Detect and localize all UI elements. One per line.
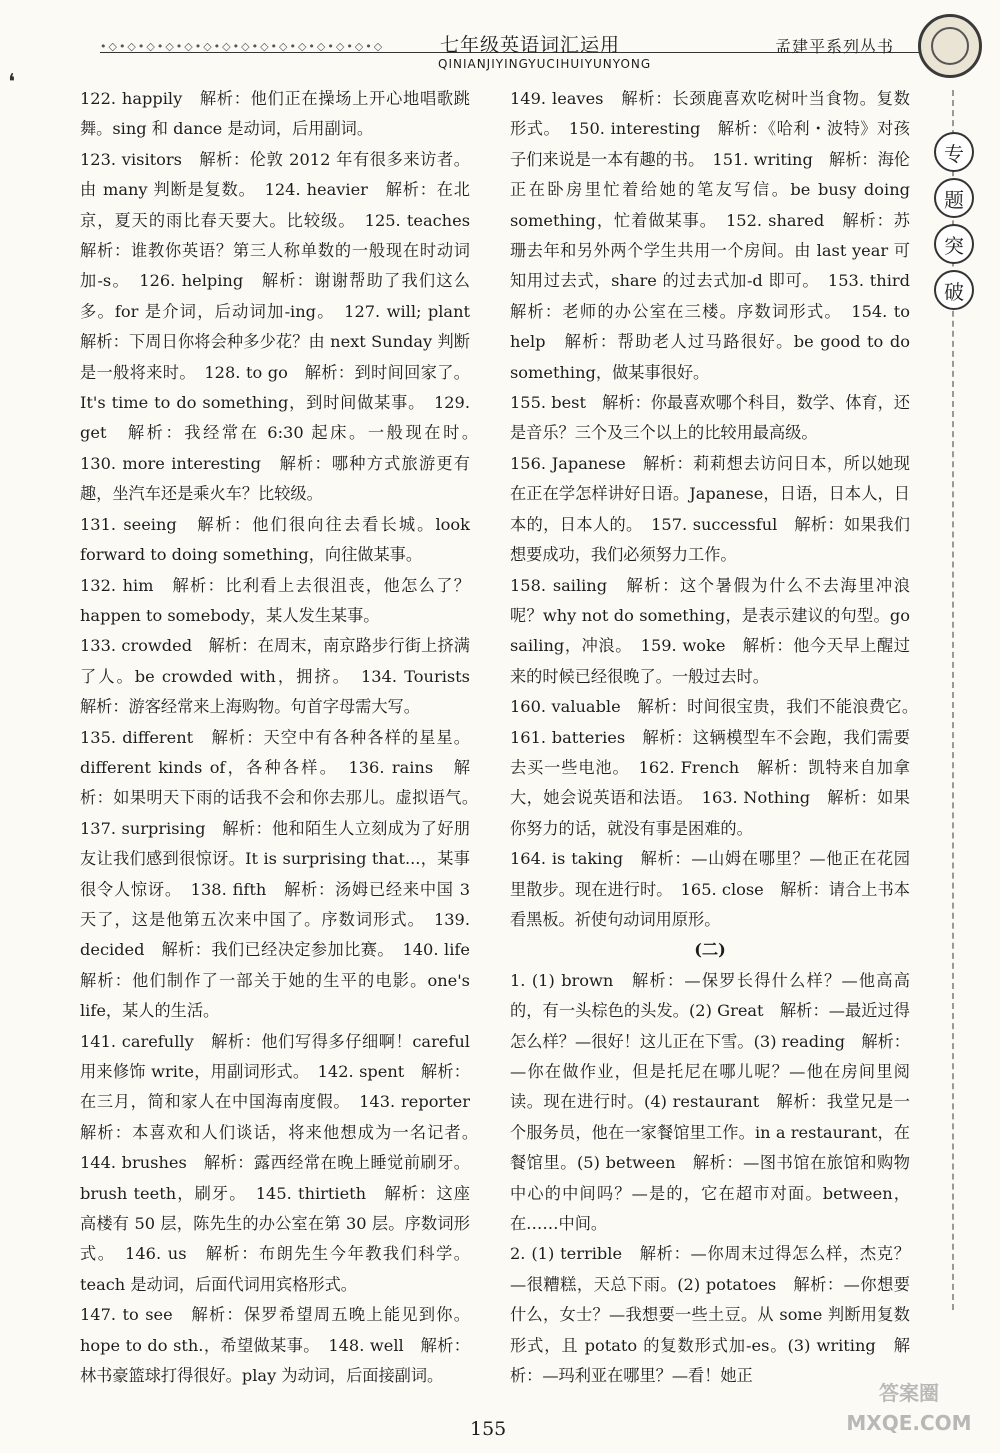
page-header — [0, 0, 1000, 78]
right-column — [510, 84, 927, 1391]
book-title: 七年级英语词汇运用 — [440, 34, 621, 56]
series-name: 孟建平系列丛书 — [775, 37, 895, 56]
answer-paragraph: 1. (1) brown 解析：—保罗长得什么样？—他高高的，有一头棕色的头发。(2) Great 解析：—最近过得怎么样？—很好！这儿正在下雪。(3) reading 解析：—你在做作业，但是托尼在哪儿呢？—他在房间里阅读。现在进行时。(4) restaurant 解析：我堂兄是一个服务员，他在一家餐馆里工作。in a restaurant，在餐馆里。(5) between 解析：—图书馆在旅馆和购物中心的中间吗？—是的，它在超市对面。between，在……中间。 — [510, 970, 910, 1234]
side-tab-char: 突 — [934, 224, 974, 264]
side-tab-char: 题 — [934, 178, 974, 218]
answer-paragraph: 133. crowded 解析：在周末，南京路步行街上挤满了人。be crowded with，拥挤。 134. Tourists 解析：游客经常来上海购物。句首字母需大写。 — [80, 636, 487, 717]
book-title-pinyin: QINIANJIYINGYUCIHUIYUNYONG — [438, 57, 652, 71]
answer-paragraph: 149. leaves 解析：长颈鹿喜欢吃树叶当食物。复数形式。 150. interesting 解析：《哈利・波特》对孩子们来说是一本有趣的书。 151. writing 解析：海伦正在卧房里忙着给她的笔友写信。be busy doing something，忙着做某事。 152. shared 解析：苏珊去年和另外两个学生共用一个房间。由 last year 可知用过去式，share 的过去式加-d 即可。 153. third 解析：老师的办公室在三楼。序数词形式。 154. to help 解析：帮助老人过马路很好。be good to do something，做某事很好。 — [510, 89, 927, 382]
answer-paragraph: 141. carefully 解析：他们写得多仔细啊！careful 用来修饰 write，用副词形式。 142. spent 解析：在三月，简和家人在中国海南度假。 143. reporter 解析：本喜欢和人们谈话，将来他想成为一名记者。 144. brushes 解析：露西经常在晚上睡觉前刷牙。brush teeth，刷牙。 145. thirtieth 解析：这座高楼有 50 层，陈先生的办公室在第 30 层。序数词形式。 146. us 解析：布朗先生今年教我们科学。teach 是动词，后面代词用宾格形式。 — [80, 1031, 487, 1294]
answer-paragraph: 2. (1) terrible 解析：—你周末过得怎么样，杰克？—很糟糕，天总下雨。(2) potatoes 解析：—你想要什么，女士？—我想要一些土豆。从 some 判断用复数形式，且 potato 的复数形式加-es。(3) writing 解析：—玛利亚在哪里？—看！她正 — [510, 1244, 910, 1386]
header-rule — [100, 52, 940, 53]
page-number: 155 — [470, 1418, 507, 1440]
answer-paragraph: 122. happily 解析：他们正在操场上开心地唱歌跳舞。sing 和 dance 是动词，后用副词。 — [80, 89, 470, 139]
side-tab-char: 专 — [934, 132, 974, 172]
answer-paragraph: 155. best 解析：你最喜欢哪个科目，数学、体育，还是音乐？三个及三个以上的比较用最高级。 — [510, 393, 910, 443]
margin-mark-icon: ❛ — [8, 70, 16, 95]
answer-paragraph: 147. to see 解析：保罗希望周五晚上能见到你。hope to do sth.，希望做某事。 148. well 解析：林书豪篮球打得很好。play 为动词，后面接副词。 — [80, 1305, 470, 1386]
side-tab — [934, 132, 980, 316]
answer-paragraph: 156. Japanese 解析：莉莉想去访问日本，所以她现在正在学怎样讲好日语。Japanese，日语，日本人，日本的，日本人的。 157. successful 解析：如果我们想要成功，我们必须努力工作。 — [510, 453, 910, 565]
site-watermark: 答案圈 MXQE.COM — [846, 1381, 972, 1435]
answer-paragraph: 131. seeing 解析：他们很向往去看长城。look forward to doing something，向往做某事。 — [80, 514, 470, 565]
answer-paragraph: 135. different 解析：天空中有各种各样的星星。different kinds of，各种各样。 136. rains 解析：如果明天下雨的话我不会和你去那儿。虚拟语气。 137. surprising 解析：他和陌生人立刻成为了好朋友让我们感到很惊讶。It is surprising that...，某事很令人惊讶。 138. fifth 解析：汤姆已经来中国 3 天了，这是他第五次来中国了。序数词形式。 139. decided 解析：我们已经决定参加比赛。 140. life 解析：他们制作了一部关于她的生平的电影。one's life，某人的生活。 — [80, 727, 487, 1021]
answer-paragraph: 123. visitors 解析：伦敦 2012 年有很多来访者。由 many 判断是复数。 124. heavier 解析：在北京，夏天的雨比春天要大。比较级。 125. teaches 解析：谁教你英语？第三人称单数的一般现在时动词加-s。 126. helping 解析：谢谢帮助了我们这么多。for 是介词，后动词加-ing。 127. will; plant 解析：下周日你将会种多少花？由 next Sunday 判断是一般将来时。 128. to go 解析：到时间回家了。It's time to do something，到时间做某事。 129. get 解析：我经常在 6:30 起床。一般现在时。 130. more interesting 解析：哪种方式旅游更有趣，坐汽车还是乘火车？比较级。 — [80, 149, 487, 504]
answer-paragraph: 132. him 解析：比利看上去很沮丧，他怎么了？happen to somebody，某人发生某事。 — [80, 575, 470, 625]
answer-paragraph: 158. sailing 解析：这个暑假为什么不去海里冲浪呢？why not do something，是表示建议的句型。go sailing，冲浪。 159. woke 解析：他今天早上醒过来的时候已经很晚了。一般过去时。 — [510, 575, 910, 686]
answer-paragraph: 164. is taking 解析：—山姆在哪里？—他正在花园里散步。现在进行时。 165. close 解析：请合上书本看黑板。祈使句动词用原形。 — [510, 849, 910, 929]
answer-paragraph: 160. valuable 解析：时间很宝贵，我们不能浪费它。 161. batteries 解析：这辆模型车不会跑，我们需要去买一些电池。 162. French 解析：凯特来自加拿大，她会说英语和法语。 163. Nothing 解析：如果你努力的话，就没有事是困难的。 — [510, 697, 927, 838]
series-logo-icon — [918, 14, 982, 78]
side-tab-char: 破 — [934, 270, 974, 310]
left-column — [80, 84, 487, 1391]
section-heading: (二) — [694, 940, 726, 960]
decorative-dots: •◇•◇•◇•◇•◇•◇•◇•◇•◇•◇•◇•◇•◇•◇•◇ — [100, 40, 385, 53]
